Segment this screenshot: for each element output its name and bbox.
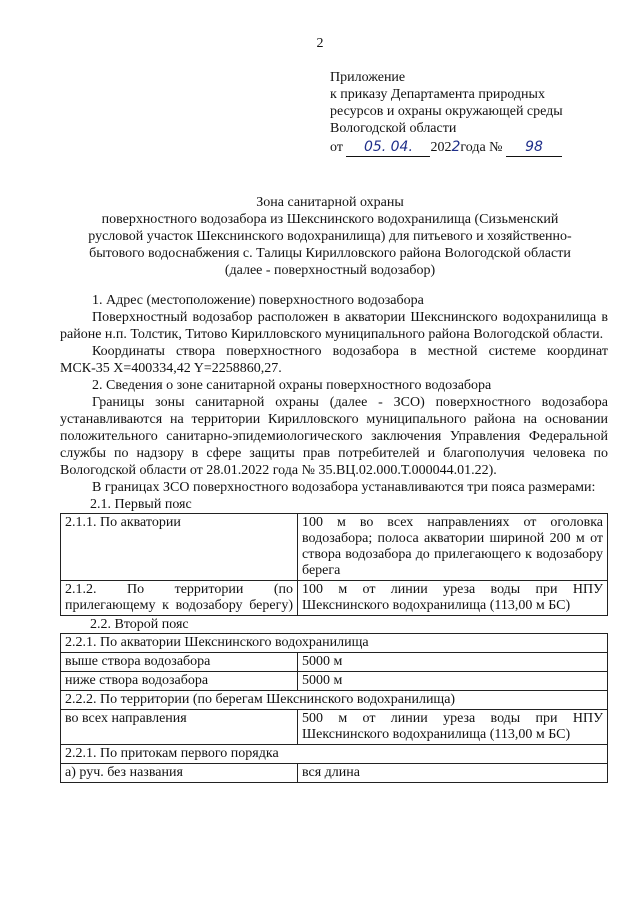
title-line: русловой участок Шекснинского водохранилища) для питьевого и хозяйственно- xyxy=(88,229,572,244)
appendix-line: Приложение xyxy=(330,70,406,85)
table-row xyxy=(61,634,608,653)
appendix-block xyxy=(330,69,630,157)
table-cell: 2.2.1. По притокам первого порядка xyxy=(61,745,608,764)
table-cell: а) руч. без названия xyxy=(61,764,298,783)
section-1-heading: 1. Адрес (местоположение) поверхностного водозабора xyxy=(92,293,424,308)
title-line: Зона санитарной охраны xyxy=(256,195,404,210)
table-row xyxy=(61,514,608,581)
table-cell: выше створа водозабора xyxy=(61,653,298,672)
table-row xyxy=(61,691,608,710)
handwritten-date: 05. 04. xyxy=(346,139,430,157)
table-cell: 5000 м xyxy=(298,653,608,672)
table-cell: 500 м от линии уреза воды при НПУ Шекснинского водохранилища (113,00 м БС) xyxy=(298,710,608,745)
table-row xyxy=(61,581,608,616)
table-cell: 2.1.1. По акватории xyxy=(61,514,298,581)
document-title xyxy=(60,194,600,279)
section-1-paragraph: Поверхностный водозабор расположен в акватории Шекснинского водохранилища в районе н.п. Толстик, Титово Кирилловского муниципального района Вологодской области. xyxy=(60,310,608,342)
date-prefix: от xyxy=(330,140,343,155)
table-cell: 100 м от линии уреза воды при НПУ Шекснинского водохранилища (113,00 м БС) xyxy=(298,581,608,616)
table-cell: 5000 м xyxy=(298,672,608,691)
belt-1-table xyxy=(60,513,608,616)
handwritten-order-number: 98 xyxy=(506,139,562,157)
belt-2-heading: 2.2. Второй пояс xyxy=(90,617,189,632)
table-row xyxy=(61,745,608,764)
year-suffix: года № xyxy=(460,140,503,155)
appendix-line: Вологодской области xyxy=(330,121,457,136)
title-line: (далее - поверхностный водозабор) xyxy=(224,263,436,278)
table-row xyxy=(61,710,608,745)
table-cell: ниже створа водозабора xyxy=(61,672,298,691)
table-row xyxy=(61,672,608,691)
belt-2-table xyxy=(60,633,608,783)
table-row xyxy=(61,653,608,672)
table-cell: вся длина xyxy=(298,764,608,783)
document-body xyxy=(60,292,608,783)
section-2-belts-intro: В границах ЗСО поверхностного водозабора устанавливаются три пояса размерами: xyxy=(92,480,596,495)
table-cell: 2.1.2. По территории (по прилегающему к водозабору берегу) xyxy=(61,581,298,616)
appendix-line: ресурсов и охраны окружающей среды xyxy=(330,104,563,119)
appendix-line: к приказу Департамента природных xyxy=(330,87,545,102)
title-line: бытового водоснабжения с. Талицы Кирилловского района Вологодской области xyxy=(89,246,571,261)
appendix-date-line xyxy=(330,139,630,157)
handwritten-year-digit: 2 xyxy=(451,139,461,155)
table-row xyxy=(61,764,608,783)
title-line: поверхностного водозабора из Шекснинского водохранилища (Сизьменский xyxy=(101,212,559,227)
section-2-heading: 2. Сведения о зоне санитарной охраны поверхностного водозабора xyxy=(92,378,492,393)
section-2-paragraph: Границы зоны санитарной охраны (далее - ЗСО) поверхностного водозабора устанавливаются на территории Кирилловского муниципального района на основании положительного санитарно-эпидемиологического заключения Управления Федеральной службы по надзору в сфере защиты прав потребителей и благополучия человека по Вологодской области от 28.01.2022 года № 35.ВЦ.02.000.Т.000044.01.22). xyxy=(60,395,608,478)
table-cell: во всех направления xyxy=(61,710,298,745)
section-1-coordinates: Координаты створа поверхностного водозабора в местной системе координат МСК-35 X=400334,42 Y=2258860,27. xyxy=(60,344,608,376)
page-number: 2 xyxy=(316,36,324,51)
table-cell: 2.2.1. По акватории Шекснинского водохранилища xyxy=(61,634,608,653)
table-cell: 2.2.2. По территории (по берегам Шекснинского водохранилища) xyxy=(61,691,608,710)
table-cell: 100 м во всех направлениях от оголовка водозабора; полоса акватории шириной 200 м от створа водозабора до прилегающего к водозабору берега xyxy=(298,514,608,581)
belt-1-heading: 2.1. Первый пояс xyxy=(90,497,192,512)
year-printed: 202 xyxy=(430,140,452,155)
